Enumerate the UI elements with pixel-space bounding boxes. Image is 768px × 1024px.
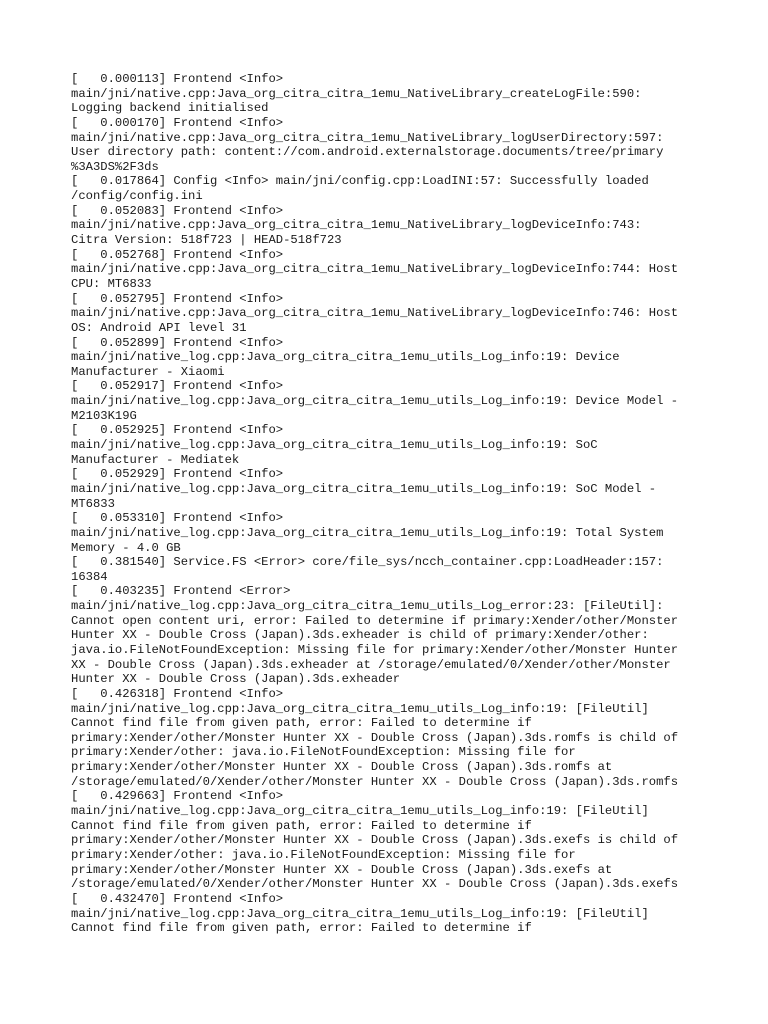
log-line: main/jni/native_log.cpp:Java_org_citra_citra_1emu_utils_Log_info:19: SoC <box>71 438 598 453</box>
log-line: /storage/emulated/0/Xender/other/Monster Hunter XX - Double Cross (Japan).3ds.exefs <box>71 877 679 892</box>
log-line: MT6833 <box>71 496 115 511</box>
log-line: [ 0.052917] Frontend <Info> <box>71 379 284 394</box>
log-line: main/jni/native.cpp:Java_org_citra_citra_1emu_NativeLibrary_logDeviceInfo:743: <box>71 218 642 233</box>
log-line: main/jni/native_log.cpp:Java_org_citra_citra_1emu_utils_Log_info:19: SoC Model - <box>71 481 657 496</box>
log-line: [ 0.053310] Frontend <Info> <box>71 511 284 526</box>
log-line: main/jni/native_log.cpp:Java_org_citra_citra_1emu_utils_Log_error:23: [FileUtil]: <box>71 599 664 614</box>
log-line: User directory path: content://com.android.externalstorage.documents/tree/primary <box>71 145 664 160</box>
log-line: primary:Xender/other/Monster Hunter XX - Double Cross (Japan).3ds.romfs at <box>71 760 613 775</box>
log-line: [ 0.052083] Frontend <Info> <box>71 203 284 218</box>
log-line: Hunter XX - Double Cross (Japan).3ds.exheader is child of primary:Xender/other: <box>71 628 649 643</box>
log-line: [ 0.429663] Frontend <Info> <box>71 789 284 804</box>
log-line: Logging backend initialised <box>71 101 269 116</box>
log-line: primary:Xender/other/Monster Hunter XX - Double Cross (Japan).3ds.romfs is child of <box>71 730 679 745</box>
log-line: [ 0.426318] Frontend <Info> <box>71 686 284 701</box>
log-line: Hunter XX - Double Cross (Japan).3ds.exheader <box>71 672 401 687</box>
log-line: main/jni/native_log.cpp:Java_org_citra_citra_1emu_utils_Log_info:19: [FileUtil] <box>71 701 649 716</box>
log-line: Manufacturer - Mediatek <box>71 452 240 467</box>
log-line: CPU: MT6833 <box>71 276 152 291</box>
log-line: XX - Double Cross (Japan).3ds.exheader at /storage/emulated/0/Xender/other/Monster <box>71 657 671 672</box>
log-line: [ 0.052795] Frontend <Info> <box>71 291 284 306</box>
log-line: [ 0.052925] Frontend <Info> <box>71 423 284 438</box>
log-line: [ 0.381540] Service.FS <Error> core/file_sys/ncch_container.cpp:LoadHeader:157: <box>71 555 664 570</box>
log-line: [ 0.403235] Frontend <Error> <box>71 584 291 599</box>
log-line: main/jni/native_log.cpp:Java_org_citra_citra_1emu_utils_Log_info:19: Device <box>71 350 620 365</box>
log-line: Memory - 4.0 GB <box>71 540 181 555</box>
log-line: Cannot open content uri, error: Failed to determine if primary:Xender/other/Monster <box>71 613 679 628</box>
log-line: primary:Xender/other/Monster Hunter XX - Double Cross (Japan).3ds.exefs is child of <box>71 833 679 848</box>
log-line: Cannot find file from given path, error: Failed to determine if <box>71 921 532 936</box>
log-line: OS: Android API level 31 <box>71 320 247 335</box>
log-line: primary:Xender/other/Monster Hunter XX - Double Cross (Japan).3ds.exefs at <box>71 862 613 877</box>
log-document <box>71 72 761 936</box>
log-line: Cannot find file from given path, error: Failed to determine if <box>71 716 532 731</box>
log-line: main/jni/native_log.cpp:Java_org_citra_citra_1emu_utils_Log_info:19: Total System <box>71 525 664 540</box>
log-line: main/jni/native.cpp:Java_org_citra_citra_1emu_NativeLibrary_logUserDirectory:597: <box>71 130 664 145</box>
log-line: [ 0.052899] Frontend <Info> <box>71 335 284 350</box>
log-line: main/jni/native_log.cpp:Java_org_citra_citra_1emu_utils_Log_info:19: Device Model - <box>71 394 679 409</box>
log-line: M2103K19G <box>71 408 137 423</box>
log-line: java.io.FileNotFoundException: Missing file for primary:Xender/other/Monster Hunter <box>71 642 679 657</box>
log-line: [ 0.432470] Frontend <Info> <box>71 891 284 906</box>
log-line: 16384 <box>71 569 108 584</box>
log-line: main/jni/native.cpp:Java_org_citra_citra_1emu_NativeLibrary_logDeviceInfo:746: Host <box>71 306 679 321</box>
log-line: [ 0.017864] Config <Info> main/jni/config.cpp:LoadINI:57: Successfully loaded <box>71 174 649 189</box>
log-line: [ 0.000170] Frontend <Info> <box>71 115 284 130</box>
log-line: primary:Xender/other: java.io.FileNotFoundException: Missing file for <box>71 745 576 760</box>
log-line: /storage/emulated/0/Xender/other/Monster Hunter XX - Double Cross (Japan).3ds.romfs <box>71 774 679 789</box>
log-line: /config/config.ini <box>71 189 203 204</box>
log-line: Citra Version: 518f723 | HEAD-518f723 <box>71 233 342 248</box>
log-line: Cannot find file from given path, error: Failed to determine if <box>71 818 532 833</box>
log-line: %3A3DS%2F3ds <box>71 159 159 174</box>
log-line: [ 0.000113] Frontend <Info> <box>71 72 284 86</box>
log-line: [ 0.052929] Frontend <Info> <box>71 467 284 482</box>
log-line: Manufacturer - Xiaomi <box>71 364 225 379</box>
log-line: primary:Xender/other: java.io.FileNotFoundException: Missing file for <box>71 847 576 862</box>
log-line: main/jni/native.cpp:Java_org_citra_citra_1emu_NativeLibrary_logDeviceInfo:744: Host <box>71 262 679 277</box>
log-line: [ 0.052768] Frontend <Info> <box>71 247 284 262</box>
log-line: main/jni/native.cpp:Java_org_citra_citra_1emu_NativeLibrary_createLogFile:590: <box>71 86 642 101</box>
log-line: main/jni/native_log.cpp:Java_org_citra_citra_1emu_utils_Log_info:19: [FileUtil] <box>71 906 649 921</box>
log-line: main/jni/native_log.cpp:Java_org_citra_citra_1emu_utils_Log_info:19: [FileUtil] <box>71 804 649 819</box>
